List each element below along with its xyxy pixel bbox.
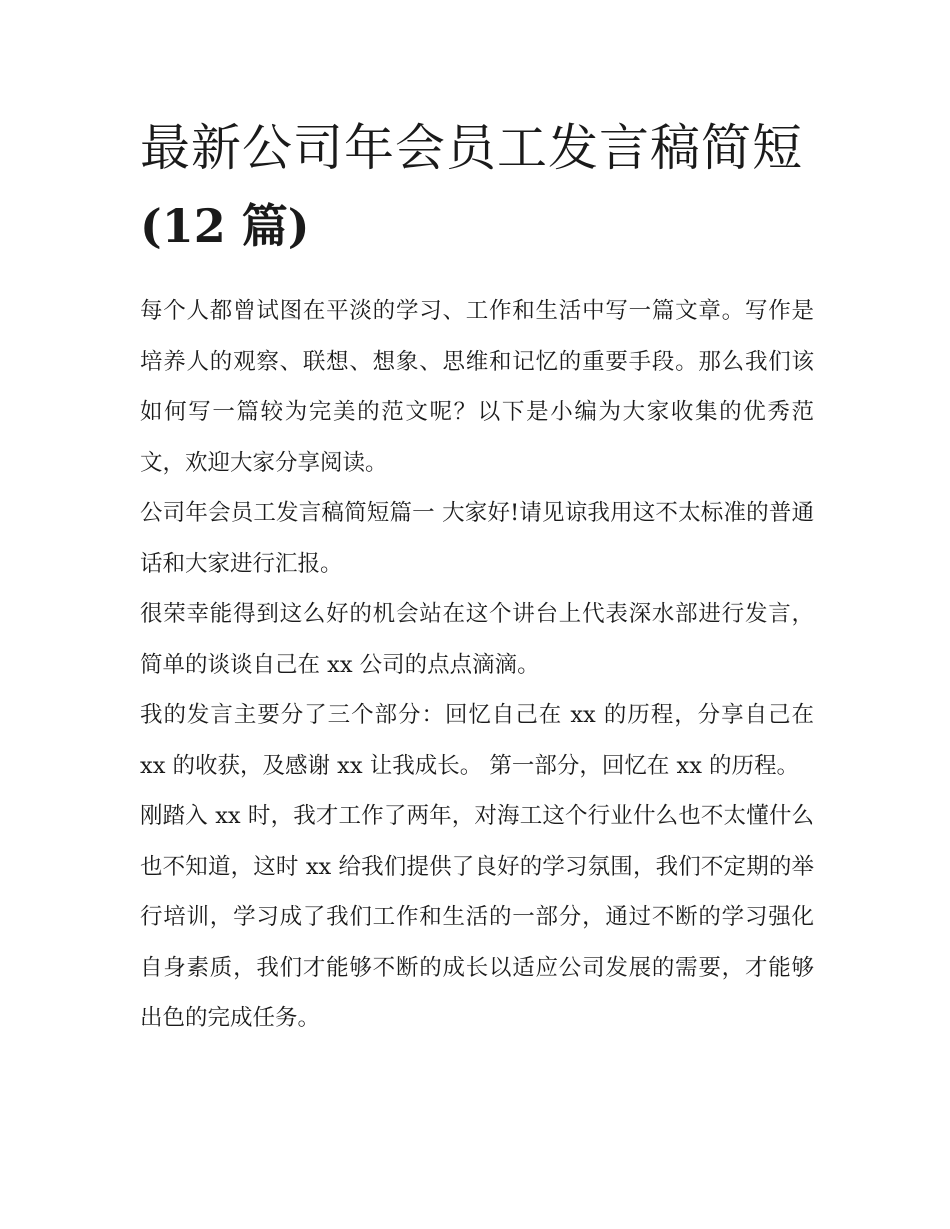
paragraph-intro: 每个人都曾试图在平淡的学习、工作和生活中写一篇文章。写作是培养人的观察、联想、想象、思维和记忆的重要手段。那么我们该如何写一篇较为完美的范文呢？以下是小编为大家收集的优秀范文，欢迎大家分享阅读。 [140,298,814,476]
paragraph-history: 刚踏入 xx 时，我才工作了两年，对海工这个行业什么也不太懂什么也不知道，这时 xx 给我们提供了良好的学习氛围，我们不定期的举行培训，学习成了我们工作和生活的一部分，通过不断的学习强化自身素质，我们才能够不断的成长以适应公司发展的需要，才能够出色的完成任务。 [140,803,814,1031]
paragraph-honor: 很荣幸能得到这么好的机会站在这个讲台上代表深水部进行发言，简单的谈谈自己在 xx 公司的点点滴滴。 [140,601,814,678]
document-title-count: (12 篇) [140,199,310,253]
document-page [140,112,814,1044]
paragraph-greeting: 公司年会员工发言稿简短篇一 大家好!请见谅我用这不太标准的普通话和大家进行汇报。 [140,500,814,577]
document-title: 最新公司年会员工发言稿简短 [140,119,803,177]
paragraph-outline: 我的发言主要分了三个部分：回忆自己在 xx 的历程，分享自己在 xx 的收获，及感谢 xx 让我成长。 第一部分，回忆在 xx 的历程。 [140,702,814,779]
